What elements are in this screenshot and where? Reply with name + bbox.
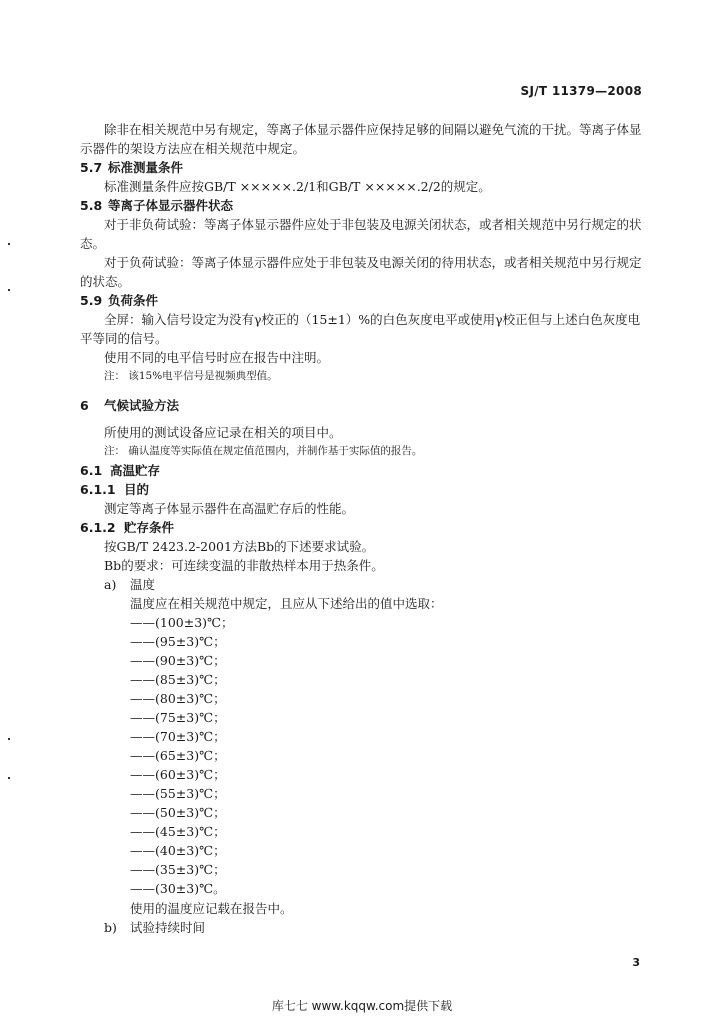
section-5-9-p2: 使用不同的电平信号时应在报告中注明。 [104, 350, 330, 365]
temperature-option: ——(45±3)℃； [130, 824, 226, 839]
temperature-option: ——(40±3)℃； [130, 843, 226, 858]
section-6-body: 所使用的测试设备应记录在相关的项目中。 [104, 425, 342, 440]
section-6-note: 注： 确认温度等实际值在规定值范围内，并制作基于实际值的报告。 [104, 445, 423, 457]
section-6-1-1-title: 目的 [124, 482, 150, 497]
section-6-1-2-number: 6.1.2 [80, 520, 116, 535]
intro-line-1: 除非在相关规范中另有规定，等离子体显示器件应保持足够的间隔以避免气流的干扰。等离子体显 [104, 122, 642, 137]
item-a-label: a) [104, 577, 117, 592]
temperature-option: ——(50±3)℃； [130, 805, 226, 820]
temperature-option: ——(55±3)℃； [130, 786, 226, 801]
section-5-7-title: 标准测量条件 [108, 160, 184, 175]
section-5-8-title: 等离子体显示器件状态 [108, 198, 234, 213]
item-a-title: 温度 [130, 577, 156, 592]
temperature-option: ——(85±3)℃； [130, 672, 226, 687]
section-6-1-2-p2: Bb的要求：可连续变温的非散热样本用于热条件。 [104, 558, 384, 573]
section-6-1-2-p1: 按GB/T 2423.2-2001方法Bb的下述要求试验。 [104, 539, 375, 554]
section-6-1-1-number: 6.1.1 [80, 482, 116, 497]
temperature-option: ——(70±3)℃； [130, 729, 226, 744]
temperature-option: ——(95±3)℃； [130, 634, 226, 649]
item-a-outro: 使用的温度应记载在报告中。 [130, 901, 293, 916]
download-footer: 库七七 www.kqqw.com提供下载 [271, 999, 453, 1013]
section-6-1-title: 高温贮存 [110, 463, 161, 478]
item-b-title: 试验持续时间 [130, 920, 206, 935]
section-5-9-number: 5.9 [80, 293, 103, 308]
section-6-title: 气候试验方法 [104, 398, 180, 413]
section-5-8-p2-line-1: 对于负荷试验：等离子体显示器件应处于非包装及电源关闭的待用状态，或者相关规范中另行规定 [104, 255, 642, 270]
temperature-option: ——(60±3)℃； [130, 767, 226, 782]
temperature-option: ——(90±3)℃； [130, 653, 226, 668]
standard-code: SJ/T 11379—2008 [520, 84, 642, 98]
item-b-label: b) [104, 920, 117, 935]
temperature-option: ——(35±3)℃； [130, 862, 226, 877]
scan-speck [8, 738, 10, 740]
section-5-9-p1-line-1: 全屏：输入信号设定为没有γ校正的（15±1）%的白色灰度电平或使用γ校正但与上述白色灰度电 [104, 312, 641, 327]
section-6-1-number: 6.1 [80, 463, 103, 478]
section-5-9-p1-line-2: 平等同的信号。 [80, 331, 168, 346]
section-5-7-body: 标准测量条件应按GB/T ×××××.2/1和GB/T ×××××.2/2的规定。 [104, 179, 491, 194]
section-5-8-p2-line-2: 的状态。 [80, 274, 131, 289]
page-number: 3 [632, 956, 640, 969]
section-6-1-1-body: 测定等离子体显示器件在高温贮存后的性能。 [104, 501, 355, 516]
temperature-option: ——(100±3)℃； [130, 615, 234, 630]
scan-speck [8, 289, 10, 291]
item-a-intro: 温度应在相关规范中规定，且应从下述给出的值中选取： [130, 596, 443, 611]
section-6-number: 6 [80, 398, 89, 413]
section-6-1-2-title: 贮存条件 [124, 520, 175, 535]
scan-speck [8, 243, 10, 245]
section-5-8-p1-line-1: 对于非负荷试验：等离子体显示器件应处于非包装及电源关闭状态，或者相关规范中另行规定的状 [104, 217, 642, 232]
section-5-8-number: 5.8 [80, 198, 103, 213]
temperature-option: ——(65±3)℃； [130, 748, 226, 763]
intro-line-2: 示器件的架设方法应在相关规范中规定。 [80, 141, 306, 156]
temperature-option: ——(30±3)℃。 [130, 881, 226, 896]
section-5-9-title: 负荷条件 [108, 293, 159, 308]
section-5-9-note: 注： 该15%电平信号是视频典型值。 [104, 370, 278, 382]
section-5-8-p1-line-2: 态。 [80, 236, 106, 251]
temperature-option: ——(75±3)℃； [130, 710, 226, 725]
temperature-option: ——(80±3)℃； [130, 691, 226, 706]
scan-speck [8, 777, 10, 779]
section-5-7-number: 5.7 [80, 160, 103, 175]
